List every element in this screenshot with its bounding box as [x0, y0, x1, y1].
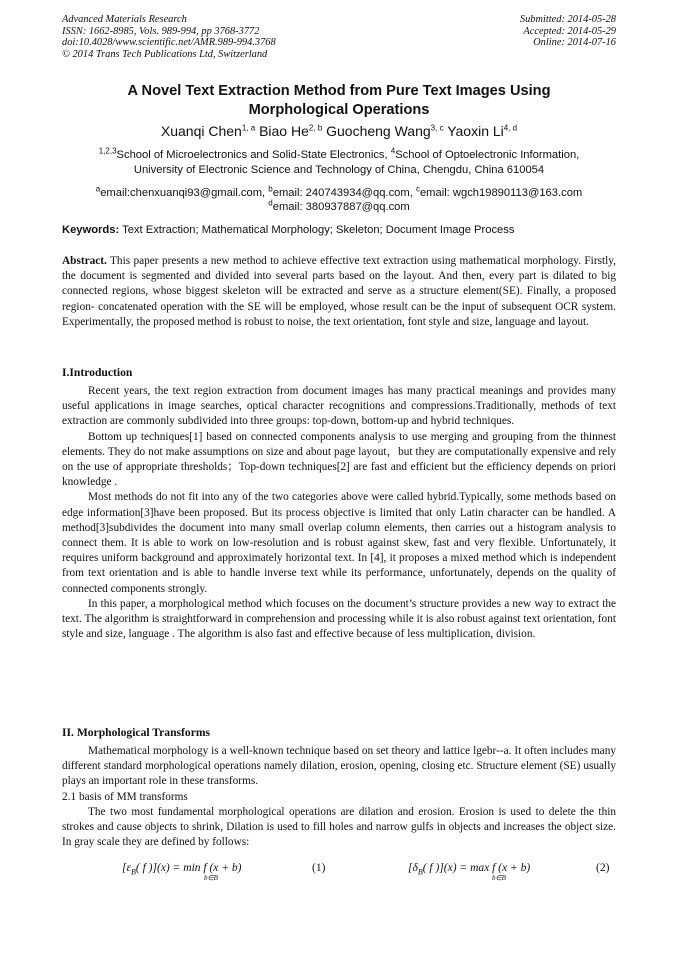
- eq-body: ( f )](x) = max f (x + b): [422, 862, 531, 874]
- abstract-label: Abstract.: [62, 255, 107, 267]
- online-date: Online: 2014-07-16: [533, 37, 616, 49]
- email-d: email: 380937887@qq.com: [272, 201, 410, 214]
- journal-header: [62, 14, 276, 60]
- author-sup: 2, b: [308, 123, 323, 133]
- paragraph: Recent years, the text region extraction from document images has many practical meanings and provides many useful applications in image searches, optical character recognitions and compressions.Traditionally, methods of text extraction are commonly subdivided into three groups: top-down, bottom-up and hybrid techniques.: [62, 385, 616, 428]
- author-list: [62, 122, 616, 140]
- author-name: Guocheng Wang: [326, 123, 431, 139]
- paragraph: Mathematical morphology is a well-known technique based on set theory and lattice lgebr--a. It often includes many different standard morphological operations namely dilation, erosion, opening, closing etc. Structure element (SE) usually plays an important role in these transforms.: [62, 745, 616, 788]
- email-sup: a: [95, 184, 101, 194]
- aff-line-2: University of Electronic Science and Technology of China, Chengdu, China 610054: [133, 164, 545, 177]
- affiliations: [62, 148, 616, 179]
- morphological-body: [62, 744, 616, 850]
- accepted-date: Accepted: 2014-05-29: [523, 25, 616, 37]
- eq-sub: B: [131, 867, 136, 877]
- title-line-1: A Novel Text Extraction Method from Pure Text Images Using: [127, 83, 551, 99]
- journal-name: Advanced Materials Research: [62, 14, 187, 25]
- email-c: email: wgch19890113@163.com: [419, 187, 583, 199]
- issn-line: ISSN: 1662-8985, Vols. 989-994, pp 3768-3772: [62, 25, 260, 37]
- paragraph: In this paper, a morphological method which focuses on the document’s structure provides a new way to extract the text. The algorithm is straightforward in comprehension and processing while it is also robust against text orientation, font style and size, language . The algorithm is also fast and effective because of less multiplication, division.: [62, 597, 616, 641]
- section-heading-introduction: I.Introduction: [62, 366, 133, 379]
- email-sup: d: [268, 198, 273, 208]
- author-name: Xuanqi Chen: [160, 123, 242, 139]
- equation-number-1: (1): [312, 862, 326, 874]
- eq-under: b∈B: [204, 874, 218, 882]
- equation-number-2: (2): [596, 862, 610, 874]
- author-sup: 3, c: [430, 123, 444, 133]
- eq-under: b∈B: [492, 874, 506, 882]
- author-name: Biao He: [259, 123, 309, 139]
- abstract-text: This paper presents a new method to achieve effective text extraction using mathematical morphology. Firstly, the document is segmented and divided into several parts based on the layout. And then, every part is dilated to big connected regions, whose biggest skeleton will be extracted and serve as a structure element(SE). Finally, a proposed region- concatenated operation with the SE will be employed, whose result can be the input of subsequent OCR system. Experimentally, the proposed method is robust to noise, the text orientation, font style and size, language and layout.: [62, 255, 616, 328]
- eq-sub: B: [417, 867, 423, 877]
- aff-sup: 4: [390, 146, 396, 156]
- eq-lhs: [ε: [122, 862, 132, 874]
- author-emails: [62, 186, 616, 215]
- paragraph: Most methods do not fit into any of the two categories above were called hybrid.Typically, some methods based on edge information[3]have been proposed. But its process objective is limited that only Latin character can be handled. A method[3]subdivides the document into many small overlap column elements, then carries out a histogram analysis to connect them. It is able to work on low-resolution and is robust against skew, fast and very flexible. Unfortunately, it requires uniform background and approximately horizontal text. In [4], it proposes a mixed method which is independent from text orientation and is able to handle inverse text while its performance, unfortunately, depends on the quality of connected components strongly.: [62, 491, 616, 595]
- author-sup: 4, d: [503, 123, 518, 133]
- email-sup: c: [415, 184, 420, 194]
- introduction-body: [62, 384, 616, 642]
- email-b: email: 240743934@qq.com,: [272, 187, 416, 199]
- title-line-2: Morphological Operations: [248, 101, 430, 118]
- email-a: email:chenxuanqi93@gmail.com,: [100, 187, 269, 199]
- author-name: Yaoxin Li: [447, 123, 504, 139]
- keywords-text: Text Extraction; Mathematical Morphology; Skeleton; Document Image Process: [119, 224, 515, 236]
- equation-erosion: [122, 862, 242, 882]
- eq-body: ( f )](x) = min f (x + b): [135, 862, 242, 874]
- keywords-label: Keywords:: [62, 224, 120, 236]
- subsection-heading: 2.1 basis of MM transforms: [62, 790, 188, 803]
- keywords: [62, 223, 616, 237]
- email-sup: b: [268, 184, 273, 194]
- copyright-line: © 2014 Trans Tech Publications Ltd, Switzerland: [62, 48, 268, 60]
- dates-header: [520, 14, 616, 49]
- paragraph: Bottom up techniques[1] based on connected components analysis to use merging and grouping from the thinnest elements. They do not make assumptions on size and about page layout，but they are computationally expensive and rely on the use of appropriate thresholds；Top-down techniques[2] are fast and efficient but the efficiency depends on priori knowledge .: [62, 430, 616, 489]
- author-sup: 1, a: [241, 123, 256, 133]
- aff-text: School of Microelectronics and Solid-State Electronics,: [116, 149, 391, 161]
- doi-line: doi:10.4028/www.scientific.net/AMR.989-994.3768: [62, 37, 276, 49]
- eq-lhs: [δ: [408, 862, 418, 874]
- section-heading-morphological: II. Morphological Transforms: [62, 726, 211, 739]
- equation-dilation: [408, 862, 531, 882]
- submitted-date: Submitted: 2014-05-28: [519, 14, 616, 25]
- paragraph: The two most fundamental morphological operations are dilation and erosion. Erosion is used to delete the thin strokes and cause objects to shrink, Dilation is used to fill holes and narrow gulfs in objects and increases the object size. In gray scale they are defined by follows:: [62, 805, 616, 849]
- aff-sup: 1,2,3: [98, 146, 117, 156]
- aff-text: School of Optoelectronic Information,: [395, 149, 580, 161]
- paper-title: [62, 82, 616, 119]
- abstract: [62, 254, 616, 330]
